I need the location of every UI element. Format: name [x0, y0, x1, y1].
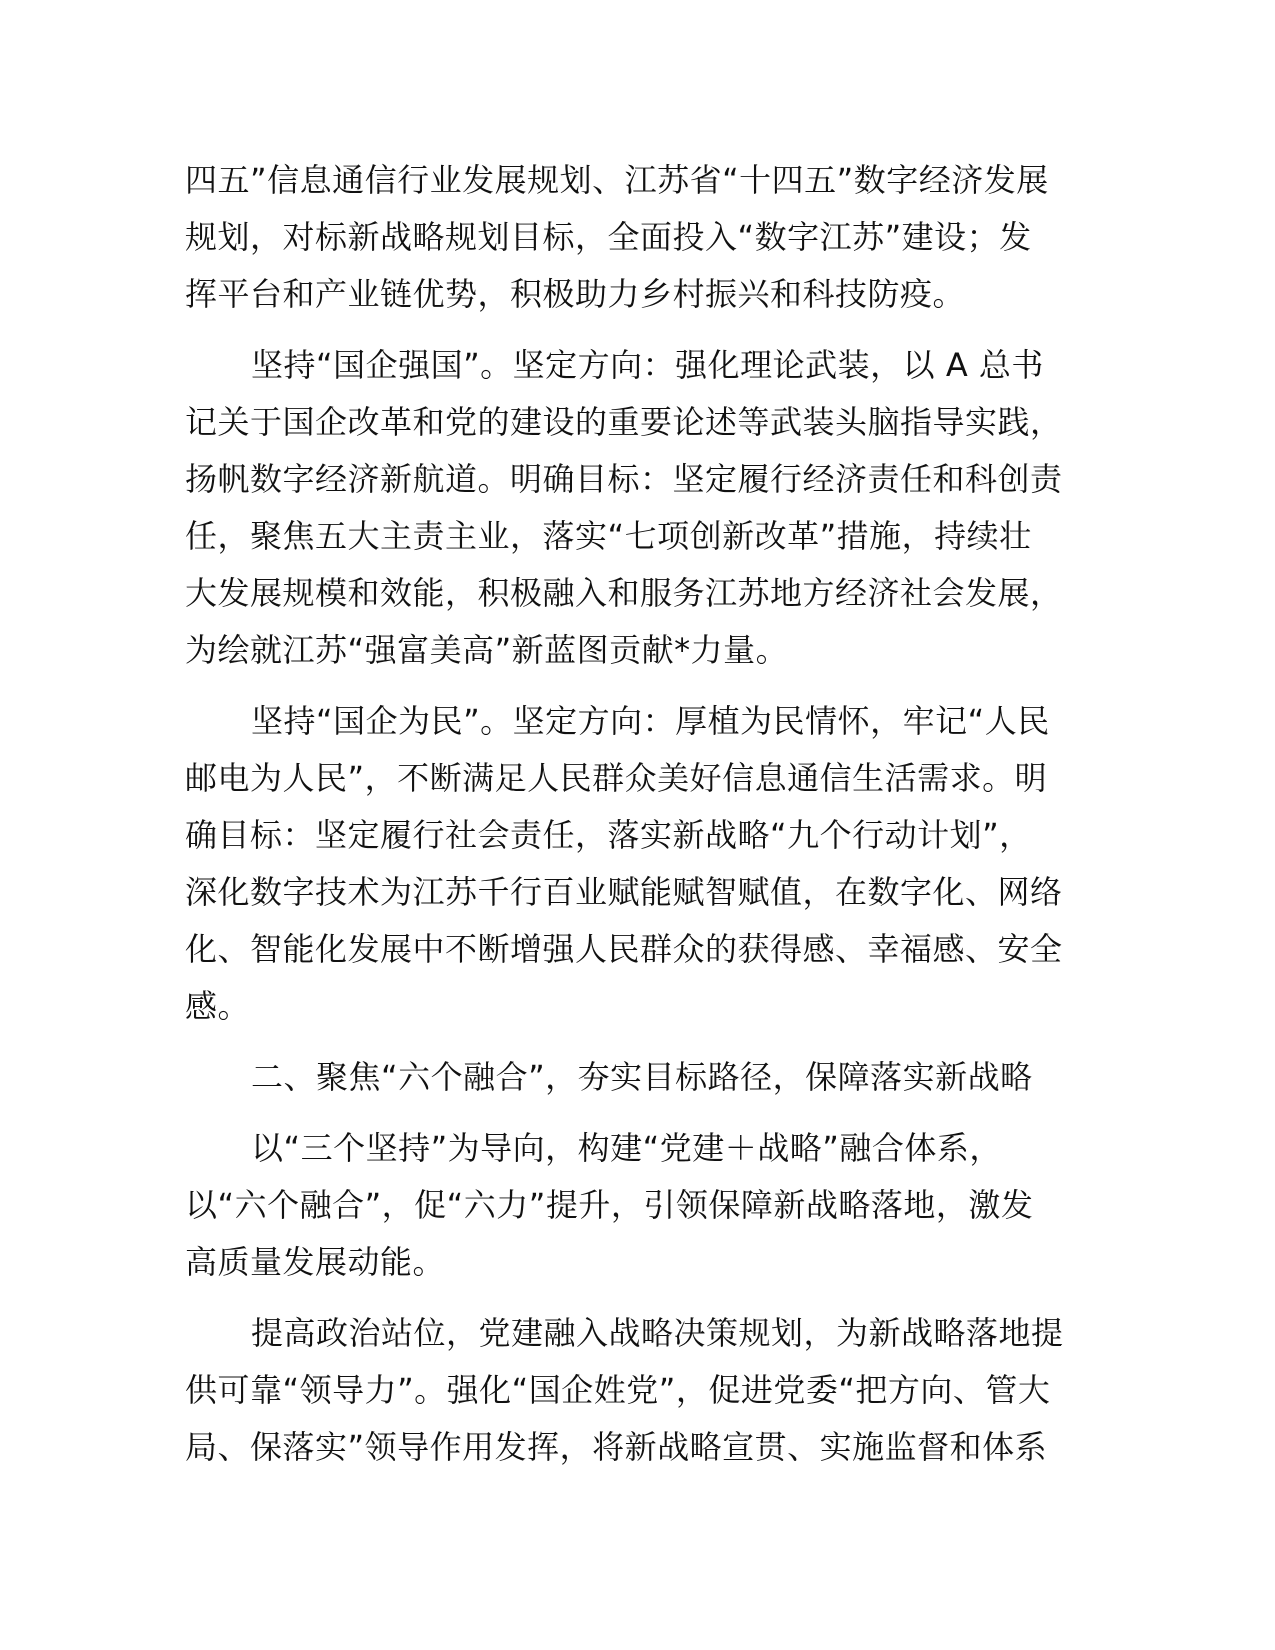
section-heading	[185, 1049, 1085, 1106]
text-line: 化、智能化发展中不断增强人民群众的获得感、幸福感、安全	[185, 930, 1063, 968]
text-line: 为绘就江苏“强富美高”新蓝图贡献*力量。	[185, 631, 789, 669]
text-line: 四五”信息通信行业发展规划、江苏省“十四五”数字经济发展	[185, 161, 1049, 199]
paragraph-political-standing	[185, 1305, 1085, 1476]
text-line: 邮电为人民”，不断满足人民群众美好信息通信生活需求。明	[185, 759, 1048, 797]
paragraph-spacer	[185, 1035, 1085, 1049]
text-line: 感。	[185, 987, 251, 1025]
paragraph-intro	[185, 1120, 1085, 1291]
text-line: 确目标：坚定履行社会责任，落实新战略“九个行动计划”，	[185, 816, 1032, 854]
paragraph-guoqi-qiangguo	[185, 337, 1085, 679]
text-line: 大发展规模和效能，积极融入和服务江苏地方经济社会发展，	[185, 574, 1063, 612]
document-body	[185, 152, 1085, 1476]
text-line: 记关于国企改革和党的建设的重要论述等武装头脑指导实践，	[185, 403, 1063, 441]
text-line: 坚持“国企为民”。坚定方向：厚植为民情怀，牢记“人民	[251, 702, 1050, 740]
paragraph-guoqi-weimin	[185, 693, 1085, 1035]
text-line: 扬帆数字经济新航道。明确目标：坚定履行经济责任和科创责	[185, 460, 1063, 498]
text-line: 提高政治站位，党建融入战略决策规划，为新战略落地提	[251, 1314, 1064, 1352]
paragraph-continuation	[185, 152, 1085, 323]
paragraph-spacer	[185, 679, 1085, 693]
text-line: 局、保落实”领导作用发挥，将新战略宣贯、实施监督和体系	[185, 1428, 1048, 1466]
text-line: 以“三个坚持”为导向，构建“党建＋战略”融合体系，	[251, 1129, 1002, 1167]
paragraph-spacer	[185, 1106, 1085, 1120]
text-line: 以“六个融合”，促“六力”提升，引领保障新战略落地，激发	[185, 1186, 1034, 1224]
heading-line: 二、聚焦“六个融合”，夯实目标路径，保障落实新战略	[251, 1058, 1033, 1096]
text-line: 规划，对标新战略规划目标，全面投入“数字江苏”建设；发	[185, 218, 1032, 256]
text-line: 深化数字技术为江苏千行百业赋能赋智赋值，在数字化、网络	[185, 873, 1063, 911]
paragraph-spacer	[185, 1291, 1085, 1305]
text-line: 挥平台和产业链优势，积极助力乡村振兴和科技防疫。	[185, 275, 966, 313]
text-line: 任，聚焦五大主责主业，落实“七项创新改革”措施，持续壮	[185, 517, 1032, 555]
paragraph-spacer	[185, 323, 1085, 337]
text-line: 高质量发展动能。	[185, 1243, 446, 1281]
text-line: 供可靠“领导力”。强化“国企姓党”，促进党委“把方向、管大	[185, 1371, 1051, 1409]
text-line: 坚持“国企强国”。坚定方向：强化理论武装，以 A 总书	[251, 346, 1044, 384]
